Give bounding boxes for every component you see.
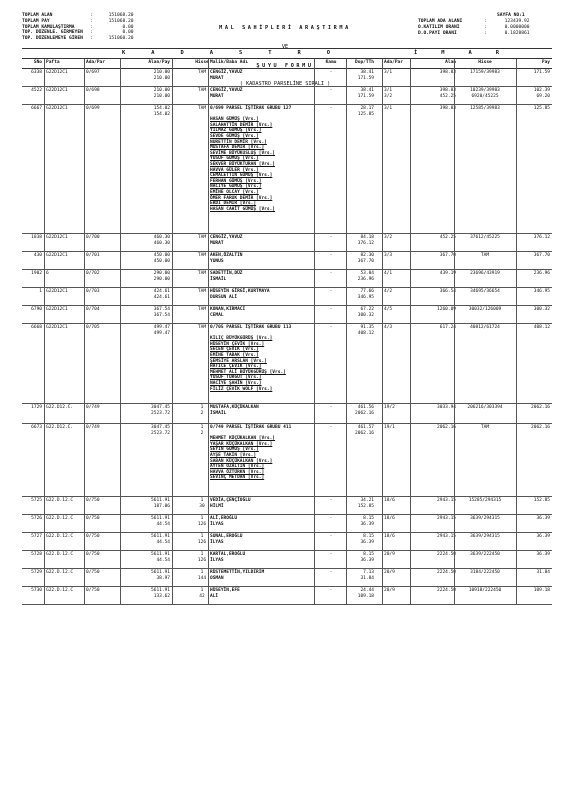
table-row: [22, 105, 552, 234]
col-pafta: Pafta: [46, 60, 60, 65]
col-no: SNo: [33, 60, 42, 65]
summary-line: [22, 36, 134, 42]
row-sno: 430: [33, 253, 42, 258]
row-zoning-alan: 398.83 452.25: [439, 88, 456, 99]
banner-cadastre: KADASTRO: [122, 50, 356, 56]
column-divider: [410, 59, 411, 605]
title-line-4: ( KADASTRO PARSELİNE SIRALI ): [239, 81, 331, 88]
row-sno: 1838: [31, 235, 42, 240]
row-zoning-alan: 2943.15: [437, 534, 456, 539]
row-pafta: G22D12C1: [46, 70, 68, 75]
row-hisse: TAM: [197, 325, 207, 330]
col-zoning-hisse: Hisse: [478, 60, 492, 65]
row-alan-pay: 210.00 210.00: [153, 70, 170, 81]
row-owner: ALİ,EROĞLU İLYAS: [210, 516, 238, 527]
table-row: [22, 569, 552, 587]
row-kamu: -: [329, 425, 333, 430]
table-row: [22, 288, 552, 306]
summary-label: TOPLAM ALAN: [22, 13, 53, 18]
banner-zoning: İMAR: [414, 50, 523, 56]
summary-label: TOPLAM KAMULAŞTIRMA: [22, 24, 75, 30]
row-hisse: TAM: [197, 307, 207, 312]
row-kamu: -: [329, 106, 333, 111]
row-zoning-ada: 20/9: [384, 588, 395, 593]
row-ada-parsel: 0/698: [86, 88, 100, 93]
row-sno: 1: [39, 289, 42, 294]
row-zoning-hisse: 10918/222450: [468, 588, 502, 593]
column-divider: [172, 59, 173, 605]
row-zoning-ada: 20/9: [384, 570, 395, 575]
row-zoning-hisse: 206216/303394: [467, 405, 503, 410]
row-zoning-hisse: 40812/61724: [470, 325, 500, 330]
summary-value: 0.00: [122, 24, 134, 30]
row-hisse: 1 144: [197, 570, 207, 581]
row-zoning-ada: 20/9: [384, 552, 395, 557]
row-alan-pay: 5611.91 44.54: [151, 552, 170, 563]
row-sno: 5729: [31, 570, 42, 575]
row-hisse: TAM: [197, 88, 207, 93]
row-ada-parsel: 0/749: [86, 405, 100, 410]
row-alan-pay: 460.30 460.30: [153, 235, 170, 246]
row-pay: 31.84: [536, 570, 550, 575]
row-sno: 5728: [31, 552, 42, 557]
row-zoning-ada: 3/3: [384, 253, 393, 258]
column-divider: [516, 59, 517, 605]
row-zoning-hisse: TAM: [480, 425, 490, 430]
row-sno: 5730: [31, 588, 42, 593]
row-sno: 1729: [31, 405, 42, 410]
row-hisse: 1 126: [197, 516, 207, 527]
row-zoning-alan: 2224.50: [437, 552, 456, 557]
row-pay: 300.32: [533, 307, 550, 312]
summary-totals: [22, 13, 134, 42]
row-sno: 4522: [31, 88, 42, 93]
row-sno: 6790: [31, 307, 42, 312]
row-hisse: TAM: [197, 253, 207, 258]
table-row: [22, 270, 552, 288]
row-hisse: TAM: [197, 70, 207, 75]
summary-value: 123439.92: [504, 19, 530, 24]
row-ada-parsel: 0/704: [86, 307, 100, 312]
row-zoning-alan: 398.83: [439, 106, 456, 111]
row-zoning-ada: 3/1 3/2: [384, 88, 393, 99]
row-kamu: -: [329, 552, 333, 557]
row-zoning-alan: 452.25: [439, 235, 456, 240]
row-dop: 82.30 367.70: [357, 253, 374, 264]
row-kamu: -: [329, 570, 333, 575]
row-pafta: G22.D.12.C: [46, 570, 74, 575]
row-kamu: -: [329, 88, 333, 93]
row-owner: VEDİA,ÇENÇİOĞLU HİLMİ: [210, 498, 251, 509]
col-malik: Malik/Baba Adı: [210, 60, 248, 65]
row-pafta: G22.D.12.C: [46, 588, 74, 593]
row-owner: CENGİZ,YAVUZ MURAT: [210, 88, 243, 99]
row-pafta: G22.D12.C.: [46, 425, 74, 430]
row-hisse: 1 126: [197, 552, 207, 563]
row-pay: 408.12: [533, 325, 550, 330]
col-zoning-alan: Alan: [445, 60, 456, 65]
row-pafta: G22D12C1: [46, 289, 68, 294]
row-ada-parsel: 0/705: [86, 325, 100, 330]
row-alan-pay: 424.61 424.61: [153, 289, 170, 300]
row-zoning-ada: 4/5: [384, 307, 393, 312]
separator: :: [90, 13, 96, 18]
row-pay: 236.96: [533, 271, 550, 276]
row-zoning-alan: 2062.16: [437, 425, 456, 430]
separator: :: [90, 36, 96, 42]
row-hisse: 1 2: [200, 405, 204, 416]
row-hisse: TAM: [197, 271, 207, 276]
row-zoning-ada: 18/6: [384, 498, 395, 503]
column-divider: [382, 59, 383, 605]
row-hisse: 1 42: [199, 588, 205, 599]
column-divider: [314, 59, 315, 605]
row-pay: 346.95: [533, 289, 550, 294]
col-zoning-ada: Ada/Par: [384, 60, 403, 65]
row-zoning-alan: 439.19: [439, 271, 456, 276]
summary-value: 151060.20: [108, 36, 134, 42]
row-pay: 109.18: [533, 588, 550, 593]
row-zoning-hisse: 3639/222450: [470, 552, 500, 557]
row-dop: 28.17 125.85: [357, 106, 374, 117]
row-sno: 6668: [31, 325, 42, 330]
row-zoning-ada: 3/1: [384, 70, 393, 75]
row-zoning-ada: 19/2: [384, 405, 395, 410]
row-owner: KONAN,KIRMACI CEMAL: [210, 307, 246, 318]
row-pay: 36.39: [536, 516, 550, 521]
row-hisse: 1 126: [197, 534, 207, 545]
row-owner: KARTAL,EROĞLU İLYAS: [210, 552, 246, 563]
row-zoning-hisse: 30032/126009: [468, 307, 502, 312]
row-pafta: G22D12C1: [46, 106, 68, 111]
row-kamu: -: [329, 70, 333, 75]
row-zoning-hisse: 17159/39983: [470, 70, 500, 75]
row-zoning-alan: 398.83: [439, 70, 456, 75]
row-owner: 0/705 PARSEL İŞTİRAK GRUBU 113 KILIÇ BÜYÜKGÜRÜŞ [Vrs.] HÜSEYİN ÇEVİK [Vrs.] SECEN ÇEVİK [Vrs.] EMİNE TABAK [Vrs.] ŞEMSİYE ARSLAN [Vrs.] HATİCE ÇEVİK [Vrs.] MEHMET ALİ BÜYÜKGÜRÜŞ [Vrs.] YUSUF TURGUT [Vrs.] NACİYE ŞAHİN [Vrs.] FİLİZ ÇEVİK WOLF [Vrs.]: [210, 325, 292, 392]
column-divider: [208, 59, 209, 605]
table-row: [22, 306, 552, 324]
row-hisse: TAM: [197, 106, 207, 111]
row-owner: MUSTAFA,KÜÇÜKALKAN İSMAİL: [210, 405, 259, 416]
row-kamu: -: [329, 307, 333, 312]
row-ada-parsel: 0/699: [86, 106, 100, 111]
row-zoning-ada: 4/2: [384, 289, 393, 294]
row-pafta: G22D12C1: [46, 307, 68, 312]
row-zoning-alan: 1260.09: [437, 307, 456, 312]
table-row: [22, 497, 552, 515]
row-owner: CENGİZ,YAVUZ MURAT: [210, 70, 243, 81]
row-zoning-hisse: 15285/294315: [468, 498, 502, 503]
summary-value: 0.0000000: [504, 24, 530, 30]
row-kamu: -: [329, 534, 333, 539]
row-ada-parsel: 0/701: [86, 253, 100, 258]
row-owner: CENGİZ,YAVUZ MURAT: [210, 235, 243, 246]
summary-value: 151068.20: [108, 18, 134, 24]
row-hisse: 1 30: [199, 498, 205, 509]
row-kamu: -: [329, 325, 333, 330]
table-row: [22, 424, 552, 497]
page-number: SAYFA NO:1: [497, 13, 525, 18]
col-ada: Ada/Par: [86, 60, 105, 65]
ownership-table: [22, 48, 552, 605]
separator: :: [90, 30, 96, 36]
row-zoning-ada: 3/1: [384, 106, 393, 111]
row-alan-pay: 290.00 290.00: [153, 271, 170, 282]
row-zoning-ada: 18/6: [384, 516, 395, 521]
row-alan-pay: 5611.91 44.54: [151, 534, 170, 545]
column-divider: [346, 59, 347, 605]
row-sno: 1902: [31, 271, 42, 276]
title-line-3: ŞUYU FORMU: [256, 62, 314, 69]
row-dop: 38.41 171.59: [357, 88, 374, 99]
row-hisse: TAM: [197, 289, 207, 294]
row-dop: 461.56 2062.16: [355, 405, 374, 416]
row-sno: 6338: [31, 70, 42, 75]
column-divider: [454, 59, 455, 605]
row-owner: RÜSTEMETTİN,YILDIRIM OSMAN: [210, 570, 265, 581]
summary-value: 151068.20: [108, 13, 134, 18]
row-kamu: -: [329, 235, 333, 240]
row-kamu: -: [329, 498, 333, 503]
col-pay: Pay: [541, 60, 550, 65]
row-hisse: TAM: [197, 235, 207, 240]
row-zoning-hisse: 34695/36654: [470, 289, 500, 294]
col-dop: Dop/TTh: [355, 60, 374, 65]
row-owner: SADETTİN,DÜZ İSMAİL: [210, 271, 243, 282]
row-dop: 8.15 36.39: [360, 534, 374, 545]
row-ada-parsel: 0/750: [86, 516, 100, 521]
row-zoning-alan: 2224.50: [437, 570, 456, 575]
row-owner: HÜSEYİN,EFE ALİ: [210, 588, 240, 599]
row-pay: 171.59: [533, 70, 550, 75]
row-pay: 367.70: [533, 253, 550, 258]
row-owner: 0/699 PARSEL İŞTİRAK GRUBU 127 HASAN GÜMÜŞ [Vrs.] SALAHATTİN DEMİR [Vrs.] YILMAZ GÜMÜŞ [Vrs.] SEVDE GÜMÜŞ [Vrs.] NURETTİN DEMİR [Vrs.] MUSTAFA DEMİR [Vrs.] SEVİME BÜYÜKUSLUŞ [Vrs.] YUSUF GÜMÜŞ [Vrs.] SEKVER BÜYÜKTURAN [Vrs.] HAVVA GÜLER [Vrs.] CEMALETTİN GÜMÜŞ [Vrs.] FERHAN GÜMÜŞ [Vrs.] NACİYE GÜMÜŞ [Vrs.] EMİNE OLCAY [Vrs.] ÖMER FARUK DEMİR [Vrs.] ERDİ DEMİR [Vrs.] HASAN CAHİT GÜMÜŞ [Vrs.]: [210, 106, 292, 212]
row-pafta: G22.D.12.C: [46, 516, 74, 521]
summary-label: D.O.PAYI ORANI: [418, 30, 457, 36]
row-ada-parsel: 0/750: [86, 588, 100, 593]
row-pafta: G22D12C1: [46, 253, 68, 258]
row-zoning-alan: 367.70: [439, 253, 456, 258]
row-owner: HÜSEYİN GİRGİ,KURTMAYA DURSUN ALİ: [210, 289, 270, 300]
row-ada-parsel: 0/750: [86, 534, 100, 539]
row-ada-parsel: 0/700: [86, 235, 100, 240]
row-ada-parsel: 0/749: [86, 425, 100, 430]
row-kamu: -: [329, 271, 333, 276]
row-pafta: G22.D.12.C: [46, 498, 74, 503]
row-zoning-hisse: 3639/294315: [470, 516, 500, 521]
row-sno: 5726: [31, 516, 42, 521]
row-ada-parsel: 0/703: [86, 289, 100, 294]
row-zoning-hisse: 37612/45225: [470, 235, 500, 240]
row-alan-pay: 3047.45 2523.72: [151, 425, 170, 436]
row-zoning-ada: 18/6: [384, 534, 395, 539]
row-pafta: G22.D12.C.: [46, 405, 74, 410]
row-dop: 8.15 36.39: [360, 516, 374, 527]
row-dop: 38.41 171.59: [357, 70, 374, 81]
row-dop: 53.04 236.96: [357, 271, 374, 282]
table-row: [22, 234, 552, 252]
row-zoning-ada: 19/1: [384, 425, 395, 430]
section-banner: [22, 49, 552, 59]
row-alan-pay: 367.54 367.54: [153, 307, 170, 318]
table-row: [22, 515, 552, 533]
row-pafta: G22D12C1: [46, 88, 68, 93]
row-zoning-hisse: 3184/222450: [470, 570, 500, 575]
title-line-2: VE: [281, 44, 289, 51]
row-alan-pay: 5611.91 187.06: [151, 498, 170, 509]
table-row: [22, 69, 552, 87]
row-zoning-ada: 4/3: [384, 325, 393, 330]
summary-label: O.KATILIM ORANI: [418, 24, 460, 30]
row-pay: 376.12: [533, 235, 550, 240]
row-pay: 36.39: [536, 552, 550, 557]
row-dop: 461.57 2062.16: [355, 425, 374, 436]
row-zoning-alan: 366.54: [439, 289, 456, 294]
row-zoning-hisse: TAM: [480, 253, 490, 258]
summary-label: TOP. DÜZENLE. GİRMEYEN: [22, 30, 83, 36]
row-zoning-ada: 4/1: [384, 271, 393, 276]
row-hisse: 1 2: [200, 425, 204, 436]
row-alan-pay: 5611.91 44.54: [151, 516, 170, 527]
summary-label: TOPLAM PAY: [22, 18, 50, 24]
row-sno: 6673: [31, 425, 42, 430]
column-divider: [120, 59, 121, 605]
row-ada-parsel: 0/702: [86, 271, 100, 276]
row-kamu: -: [329, 289, 333, 294]
row-dop: 24.44 109.18: [357, 588, 374, 599]
table-row: [22, 324, 552, 404]
row-pay: 2062.16: [531, 425, 550, 430]
row-alan-pay: 210.00 210.00: [153, 88, 170, 99]
row-pay: 102.39 69.20: [533, 88, 550, 99]
separator: :: [484, 24, 490, 30]
row-dop: 8.15 36.39: [360, 552, 374, 563]
row-owner: 0/749 PARSEL İŞTİRAK GRUBU 411 MEHMET KÜÇÜKALKAN [Vrs.] YAŞAR KÜÇÜKALKAN [Vrs.] SEYİN GÜMÜŞ [Vrs.] AYŞE TAKIN [Vrs.] SABAN KÜÇÜKALKAN [Vrs.] AYTEN ÖZALTIN [Vrs.] HAVVA ÖZTÜRKN [Vrs.] SEVİNÇ METDAN [Vrs.]: [210, 425, 292, 481]
row-dop: 77.66 346.95: [357, 289, 374, 300]
row-zoning-hisse: 10239/39983 6920/45225: [470, 88, 500, 99]
separator: :: [484, 19, 490, 24]
row-dop: 34.21 152.85: [357, 498, 374, 509]
row-sno: 6667: [31, 106, 42, 111]
row-alan-pay: 5611.91 133.62: [151, 588, 170, 599]
row-pay: 125.85: [533, 106, 550, 111]
row-alan-pay: 154.02 154.02: [153, 106, 170, 117]
row-alan-pay: 499.47 499.47: [153, 325, 170, 336]
row-zoning-hisse: 3639/294315: [470, 534, 500, 539]
row-pafta: G22D12C1: [46, 235, 68, 240]
row-alan-pay: 450.00 450.00: [153, 253, 170, 264]
table-row: [22, 533, 552, 551]
summary-line: [418, 31, 530, 37]
summary-label: TOPLAM ADA ALANI: [418, 19, 463, 24]
summary-value: 0.00: [122, 30, 134, 36]
row-dop: 91.35 408.12: [357, 325, 374, 336]
zoning-summary: [418, 19, 530, 36]
row-kamu: -: [329, 405, 333, 410]
row-pay: 2062.16: [531, 405, 550, 410]
table-row: [22, 551, 552, 569]
separator: :: [484, 30, 490, 36]
row-pay: 36.39: [536, 534, 550, 539]
row-zoning-alan: 617.24: [439, 325, 456, 330]
row-pay: 152.85: [533, 498, 550, 503]
row-kamu: -: [329, 588, 333, 593]
row-zoning-alan: 2224.50: [437, 588, 456, 593]
row-ada-parsel: 0/750: [86, 570, 100, 575]
row-dop: 7.13 31.84: [360, 570, 374, 581]
col-kamu: Kamu: [325, 60, 337, 65]
table-row: [22, 404, 552, 424]
row-pafta: 6: [46, 271, 49, 276]
row-pafta: G22D12C1: [46, 325, 68, 330]
table-header: [22, 59, 552, 69]
table-row: [22, 87, 552, 105]
row-pafta: G22.D.12.C: [46, 552, 74, 557]
col-hisse: Hisse: [195, 60, 209, 65]
row-pafta: G22.D.12.C: [46, 534, 74, 539]
row-alan-pay: 5611.91 38.97: [151, 570, 170, 581]
row-owner: AKEN,ÖZALTIN YUNUS: [210, 253, 243, 264]
row-ada-parsel: 0/750: [86, 552, 100, 557]
summary-value: 0.1828861: [504, 30, 530, 36]
summary-label: TOP. DÜZENLEMEYE GİREN: [22, 36, 83, 42]
column-divider: [44, 59, 45, 605]
table-row: [22, 252, 552, 270]
row-kamu: -: [329, 516, 333, 521]
title-line-1: MAL SAHİPLERİ ARAŞTIRMA: [219, 25, 351, 32]
row-sno: 5727: [31, 534, 42, 539]
row-zoning-alan: 2943.15: [437, 498, 456, 503]
row-zoning-alan: 3033.94: [437, 405, 456, 410]
row-dop: 84.18 376.12: [357, 235, 374, 246]
row-zoning-alan: 2943.15: [437, 516, 456, 521]
col-alan: Alan/Pay: [148, 60, 170, 65]
separator: :: [90, 18, 96, 24]
table-row: [22, 587, 552, 605]
row-owner: SUNAL,EROĞLU İLYAS: [210, 534, 243, 545]
row-dop: 67.22 300.32: [357, 307, 374, 318]
row-alan-pay: 3047.45 2523.72: [151, 405, 170, 416]
row-ada-parsel: 0/750: [86, 498, 100, 503]
row-zoning-hisse: 23696/43919: [470, 271, 500, 276]
row-zoning-hisse: 12585/39983: [470, 106, 500, 111]
row-kamu: -: [329, 253, 333, 258]
row-ada-parsel: 0/697: [86, 70, 100, 75]
column-divider: [84, 59, 85, 605]
row-zoning-ada: 3/2: [384, 235, 393, 240]
separator: :: [90, 24, 96, 30]
row-sno: 5725: [31, 498, 42, 503]
